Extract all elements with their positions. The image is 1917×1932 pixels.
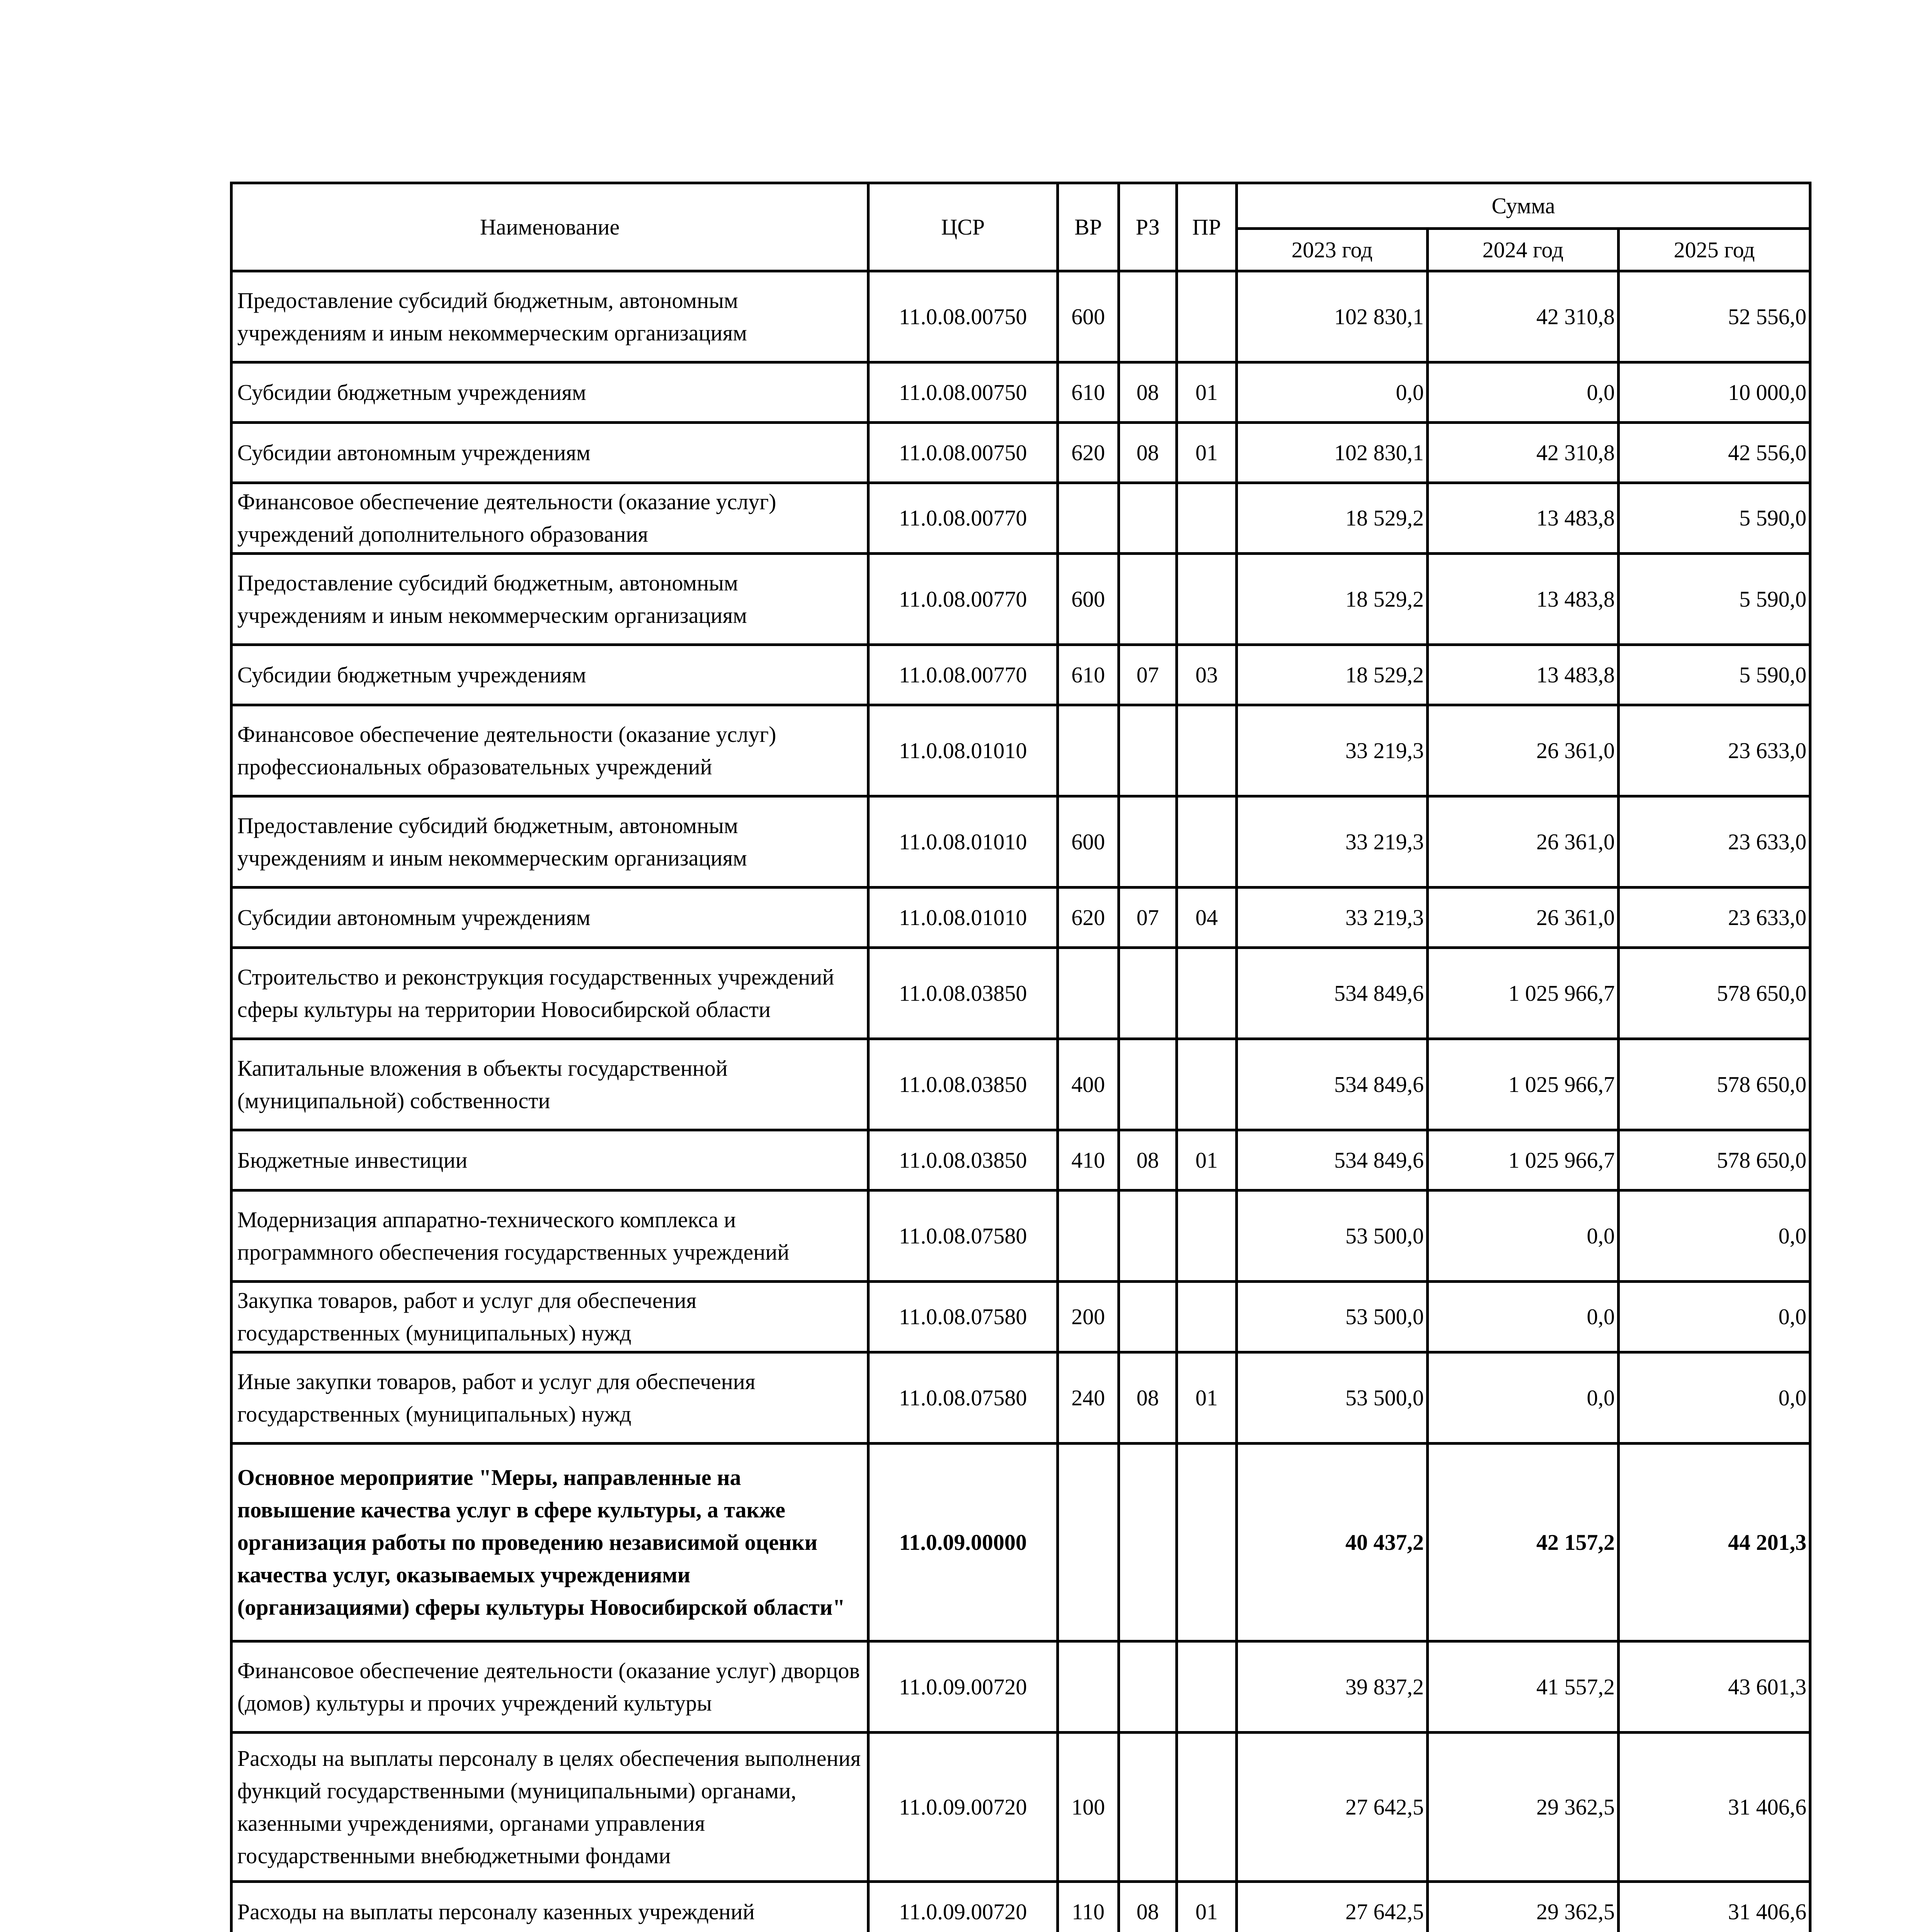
header-year-2025: 2025 год [1619, 229, 1810, 271]
row-amount-2024: 42 310,8 [1428, 423, 1619, 483]
row-vr: 600 [1058, 796, 1119, 888]
row-amount-2023: 53 500,0 [1237, 1282, 1428, 1352]
row-csr: 11.0.08.01010 [868, 705, 1058, 796]
row-rz: 08 [1119, 1882, 1177, 1932]
row-amount-2024: 13 483,8 [1428, 645, 1619, 705]
row-name: Субсидии бюджетным учреждениям [232, 362, 868, 423]
row-pr [1177, 483, 1237, 554]
row-rz [1119, 1282, 1177, 1352]
header-csr: ЦСР [868, 183, 1058, 271]
table-row [232, 1641, 1810, 1733]
row-amount-2024: 13 483,8 [1428, 483, 1619, 554]
row-vr: 410 [1058, 1130, 1119, 1190]
row-pr: 03 [1177, 645, 1237, 705]
header-name: Наименование [232, 183, 868, 271]
row-vr: 620 [1058, 888, 1119, 948]
row-name: Финансовое обеспечение деятельности (оказание услуг) учреждений дополнительного образования [232, 483, 868, 554]
row-amount-2025: 10 000,0 [1619, 362, 1810, 423]
row-rz [1119, 554, 1177, 645]
row-name: Предоставление субсидий бюджетным, автономным учреждениям и иным некоммерческим организациям [232, 271, 868, 362]
row-amount-2024: 1 025 966,7 [1428, 948, 1619, 1039]
row-amount-2023: 33 219,3 [1237, 888, 1428, 948]
table-row [232, 1130, 1810, 1190]
row-csr: 11.0.08.00770 [868, 483, 1058, 554]
row-rz [1119, 796, 1177, 888]
row-name: Закупка товаров, работ и услуг для обеспечения государственных (муниципальных) нужд [232, 1282, 868, 1352]
row-pr: 01 [1177, 1352, 1237, 1444]
row-csr: 11.0.09.00720 [868, 1733, 1058, 1882]
row-pr [1177, 1190, 1237, 1282]
row-amount-2024: 0,0 [1428, 1282, 1619, 1352]
row-rz: 08 [1119, 1130, 1177, 1190]
row-vr [1058, 483, 1119, 554]
budget-table [230, 182, 1811, 1932]
header-sum: Сумма [1237, 183, 1810, 229]
row-amount-2023: 33 219,3 [1237, 796, 1428, 888]
row-rz [1119, 705, 1177, 796]
row-vr: 110 [1058, 1882, 1119, 1932]
row-csr: 11.0.08.00750 [868, 271, 1058, 362]
row-pr: 04 [1177, 888, 1237, 948]
row-pr [1177, 796, 1237, 888]
row-rz: 08 [1119, 423, 1177, 483]
row-pr [1177, 554, 1237, 645]
row-csr: 11.0.08.00750 [868, 362, 1058, 423]
row-amount-2025: 578 650,0 [1619, 1039, 1810, 1130]
table-row [232, 483, 1810, 554]
row-csr: 11.0.08.00770 [868, 645, 1058, 705]
row-rz [1119, 1733, 1177, 1882]
row-pr [1177, 1282, 1237, 1352]
row-vr [1058, 705, 1119, 796]
row-csr: 11.0.09.00000 [868, 1444, 1058, 1641]
row-vr: 610 [1058, 645, 1119, 705]
row-amount-2024: 0,0 [1428, 1190, 1619, 1282]
row-rz [1119, 271, 1177, 362]
row-rz [1119, 948, 1177, 1039]
row-amount-2024: 42 310,8 [1428, 271, 1619, 362]
row-rz [1119, 1190, 1177, 1282]
row-pr: 01 [1177, 423, 1237, 483]
row-amount-2023: 53 500,0 [1237, 1190, 1428, 1282]
row-amount-2024: 1 025 966,7 [1428, 1130, 1619, 1190]
table-row [232, 705, 1810, 796]
row-amount-2023: 534 849,6 [1237, 1130, 1428, 1190]
row-vr [1058, 1444, 1119, 1641]
row-name: Субсидии автономным учреждениям [232, 423, 868, 483]
row-amount-2024: 1 025 966,7 [1428, 1039, 1619, 1130]
row-name: Предоставление субсидий бюджетным, автономным учреждениям и иным некоммерческим организациям [232, 796, 868, 888]
row-amount-2023: 0,0 [1237, 362, 1428, 423]
row-amount-2025: 23 633,0 [1619, 888, 1810, 948]
budget-sheet [230, 182, 1809, 1932]
header-year-2024: 2024 год [1428, 229, 1619, 271]
row-pr: 01 [1177, 362, 1237, 423]
row-vr [1058, 1641, 1119, 1733]
row-amount-2023: 18 529,2 [1237, 483, 1428, 554]
row-amount-2024: 26 361,0 [1428, 705, 1619, 796]
row-csr: 11.0.08.07580 [868, 1282, 1058, 1352]
row-amount-2023: 27 642,5 [1237, 1733, 1428, 1882]
row-rz: 07 [1119, 645, 1177, 705]
row-rz: 08 [1119, 362, 1177, 423]
row-rz [1119, 483, 1177, 554]
row-amount-2024: 0,0 [1428, 362, 1619, 423]
row-amount-2024: 26 361,0 [1428, 796, 1619, 888]
row-vr: 400 [1058, 1039, 1119, 1130]
row-rz [1119, 1039, 1177, 1130]
row-name: Бюджетные инвестиции [232, 1130, 868, 1190]
row-rz [1119, 1641, 1177, 1733]
row-amount-2023: 102 830,1 [1237, 423, 1428, 483]
row-csr: 11.0.08.00770 [868, 554, 1058, 645]
table-row [232, 554, 1810, 645]
row-amount-2024: 13 483,8 [1428, 554, 1619, 645]
row-amount-2025: 0,0 [1619, 1190, 1810, 1282]
header-pr: ПР [1177, 183, 1237, 271]
row-amount-2023: 18 529,2 [1237, 645, 1428, 705]
row-csr: 11.0.08.01010 [868, 888, 1058, 948]
row-csr: 11.0.08.03850 [868, 1039, 1058, 1130]
row-amount-2023: 102 830,1 [1237, 271, 1428, 362]
row-amount-2023: 40 437,2 [1237, 1444, 1428, 1641]
row-name: Финансовое обеспечение деятельности (оказание услуг) дворцов (домов) культуры и прочих учреждений культуры [232, 1641, 868, 1733]
row-csr: 11.0.09.00720 [868, 1882, 1058, 1932]
row-amount-2025: 52 556,0 [1619, 271, 1810, 362]
row-amount-2025: 5 590,0 [1619, 554, 1810, 645]
row-vr: 600 [1058, 554, 1119, 645]
table-body [232, 271, 1810, 1932]
row-vr [1058, 1190, 1119, 1282]
row-pr [1177, 271, 1237, 362]
row-pr [1177, 705, 1237, 796]
row-pr: 01 [1177, 1130, 1237, 1190]
table-row [232, 948, 1810, 1039]
table-header-row [232, 183, 1810, 229]
row-vr: 600 [1058, 271, 1119, 362]
row-pr [1177, 948, 1237, 1039]
row-amount-2025: 578 650,0 [1619, 1130, 1810, 1190]
row-amount-2024: 26 361,0 [1428, 888, 1619, 948]
row-csr: 11.0.08.03850 [868, 948, 1058, 1039]
row-amount-2025: 578 650,0 [1619, 948, 1810, 1039]
row-rz: 08 [1119, 1352, 1177, 1444]
table-row [232, 1733, 1810, 1882]
row-amount-2024: 29 362,5 [1428, 1733, 1619, 1882]
row-rz [1119, 1444, 1177, 1641]
table-row [232, 1352, 1810, 1444]
row-csr: 11.0.09.00720 [868, 1641, 1058, 1733]
row-amount-2025: 23 633,0 [1619, 796, 1810, 888]
table-row [232, 645, 1810, 705]
row-csr: 11.0.08.01010 [868, 796, 1058, 888]
row-amount-2023: 53 500,0 [1237, 1352, 1428, 1444]
row-vr: 200 [1058, 1282, 1119, 1352]
row-amount-2025: 5 590,0 [1619, 483, 1810, 554]
row-csr: 11.0.08.07580 [868, 1190, 1058, 1282]
row-amount-2025: 0,0 [1619, 1352, 1810, 1444]
table-row [232, 423, 1810, 483]
row-vr: 610 [1058, 362, 1119, 423]
row-pr [1177, 1039, 1237, 1130]
row-csr: 11.0.08.00750 [868, 423, 1058, 483]
row-amount-2023: 18 529,2 [1237, 554, 1428, 645]
row-amount-2024: 29 362,5 [1428, 1882, 1619, 1932]
row-amount-2024: 0,0 [1428, 1352, 1619, 1444]
table-row [232, 1882, 1810, 1932]
row-amount-2025: 31 406,6 [1619, 1733, 1810, 1882]
header-year-2023: 2023 год [1237, 229, 1428, 271]
table-row [232, 1444, 1810, 1641]
table-row [232, 1190, 1810, 1282]
row-csr: 11.0.08.03850 [868, 1130, 1058, 1190]
row-name: Иные закупки товаров, работ и услуг для обеспечения государственных (муниципальных) нужд [232, 1352, 868, 1444]
header-rz: РЗ [1119, 183, 1177, 271]
row-vr [1058, 948, 1119, 1039]
table-row [232, 1282, 1810, 1352]
row-amount-2023: 534 849,6 [1237, 948, 1428, 1039]
row-vr: 620 [1058, 423, 1119, 483]
row-amount-2025: 31 406,6 [1619, 1882, 1810, 1932]
row-csr: 11.0.08.07580 [868, 1352, 1058, 1444]
row-rz: 07 [1119, 888, 1177, 948]
row-amount-2023: 39 837,2 [1237, 1641, 1428, 1733]
row-amount-2024: 41 557,2 [1428, 1641, 1619, 1733]
row-amount-2025: 43 601,3 [1619, 1641, 1810, 1733]
row-name: Расходы на выплаты персоналу в целях обеспечения выполнения функций государственными (муниципальными) органами, казенными учреждениями, органами управления государственными внебюджетными фондами [232, 1733, 868, 1882]
row-name: Финансовое обеспечение деятельности (оказание услуг) профессиональных образовательных учреждений [232, 705, 868, 796]
row-amount-2025: 23 633,0 [1619, 705, 1810, 796]
row-name: Основное мероприятие "Меры, направленные на повышение качества услуг в сфере культуры, а также организация работы по проведению независимой оценки качества услуг, оказываемых учреждениями (организациями) сферы культуры Новосибирской области" [232, 1444, 868, 1641]
row-amount-2025: 0,0 [1619, 1282, 1810, 1352]
row-name: Капитальные вложения в объекты государственной (муниципальной) собственности [232, 1039, 868, 1130]
row-pr [1177, 1444, 1237, 1641]
row-amount-2023: 534 849,6 [1237, 1039, 1428, 1130]
table-row [232, 796, 1810, 888]
table-row [232, 271, 1810, 362]
table-row [232, 362, 1810, 423]
table-row [232, 888, 1810, 948]
header-vr: ВР [1058, 183, 1119, 271]
row-pr: 01 [1177, 1882, 1237, 1932]
row-amount-2025: 44 201,3 [1619, 1444, 1810, 1641]
row-amount-2024: 42 157,2 [1428, 1444, 1619, 1641]
row-name: Субсидии бюджетным учреждениям [232, 645, 868, 705]
table-row [232, 1039, 1810, 1130]
row-name: Предоставление субсидий бюджетным, автономным учреждениям и иным некоммерческим организациям [232, 554, 868, 645]
row-vr: 100 [1058, 1733, 1119, 1882]
row-pr [1177, 1733, 1237, 1882]
row-name: Строительство и реконструкция государственных учреждений сферы культуры на территории Новосибирской области [232, 948, 868, 1039]
row-amount-2023: 33 219,3 [1237, 705, 1428, 796]
row-pr [1177, 1641, 1237, 1733]
row-amount-2025: 42 556,0 [1619, 423, 1810, 483]
row-amount-2023: 27 642,5 [1237, 1882, 1428, 1932]
row-amount-2025: 5 590,0 [1619, 645, 1810, 705]
row-name: Расходы на выплаты персоналу казенных учреждений [232, 1882, 868, 1932]
row-name: Субсидии автономным учреждениям [232, 888, 868, 948]
row-name: Модернизация аппаратно-технического комплекса и программного обеспечения государственных учреждений [232, 1190, 868, 1282]
row-vr: 240 [1058, 1352, 1119, 1444]
